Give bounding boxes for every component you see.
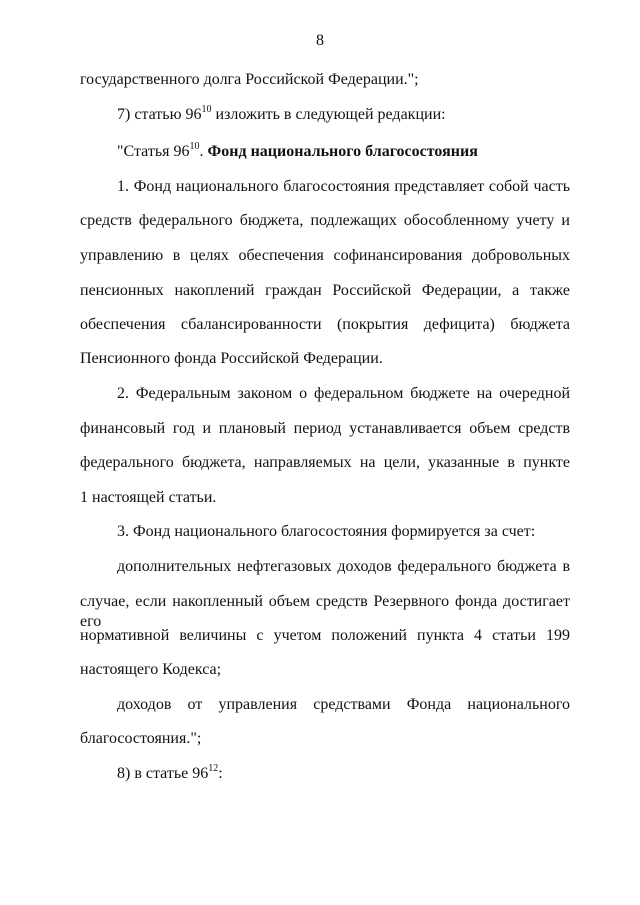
text-line: федерального бюджета, направляемых на цели, указанные в пункте — [80, 454, 570, 471]
text-line: пенсионных накоплений граждан Российской Федерации, а также — [80, 282, 570, 299]
text-line: нормативной величины с учетом положений пункта 4 статьи 199 — [80, 627, 570, 644]
text-line: 2. Федеральным законом о федеральном бюджете на очередной — [117, 385, 570, 402]
text-line: средств федерального бюджета, подлежащих обособленному учету и — [80, 212, 570, 229]
text-line: 8) в статье $96^{12}$: — [117, 763, 223, 782]
text-line: 3. Фонд национального благосостояния формируется за счет: — [117, 523, 536, 540]
page-number: 8 — [316, 32, 324, 49]
text-line: случае, если накопленный объем средств Резервного фонда достигает его — [80, 593, 570, 630]
text-line: дополнительных нефтегазовых доходов федерального бюджета в — [117, 558, 570, 575]
text-line: доходов от управления средствами Фонда национального — [117, 696, 570, 713]
text-line: Пенсионного фонда Российской Федерации. — [80, 350, 383, 367]
text-line: государственного долга Российской Федерации."; — [80, 71, 419, 88]
text-line: 1 настоящей статьи. — [80, 489, 217, 506]
text-line: 1. Фонд национального благосостояния представляет собой часть — [117, 178, 570, 195]
text-line: финансовый год и плановый период устанавливается объем средств — [80, 420, 570, 437]
text-line: благосостояния."; — [80, 730, 202, 747]
text-line: настоящего Кодекса; — [80, 661, 222, 678]
text-line: обеспечения сбалансированности (покрытия дефицита) бюджета — [80, 316, 570, 333]
article-heading: "Статья $96^{10}$. Фонд национального благосостояния — [117, 141, 478, 160]
text-line: 7) статью $96^{10}$ изложить в следующей редакции: — [117, 104, 446, 123]
text-line: управлению в целях обеспечения софинансирования добровольных — [80, 247, 570, 264]
